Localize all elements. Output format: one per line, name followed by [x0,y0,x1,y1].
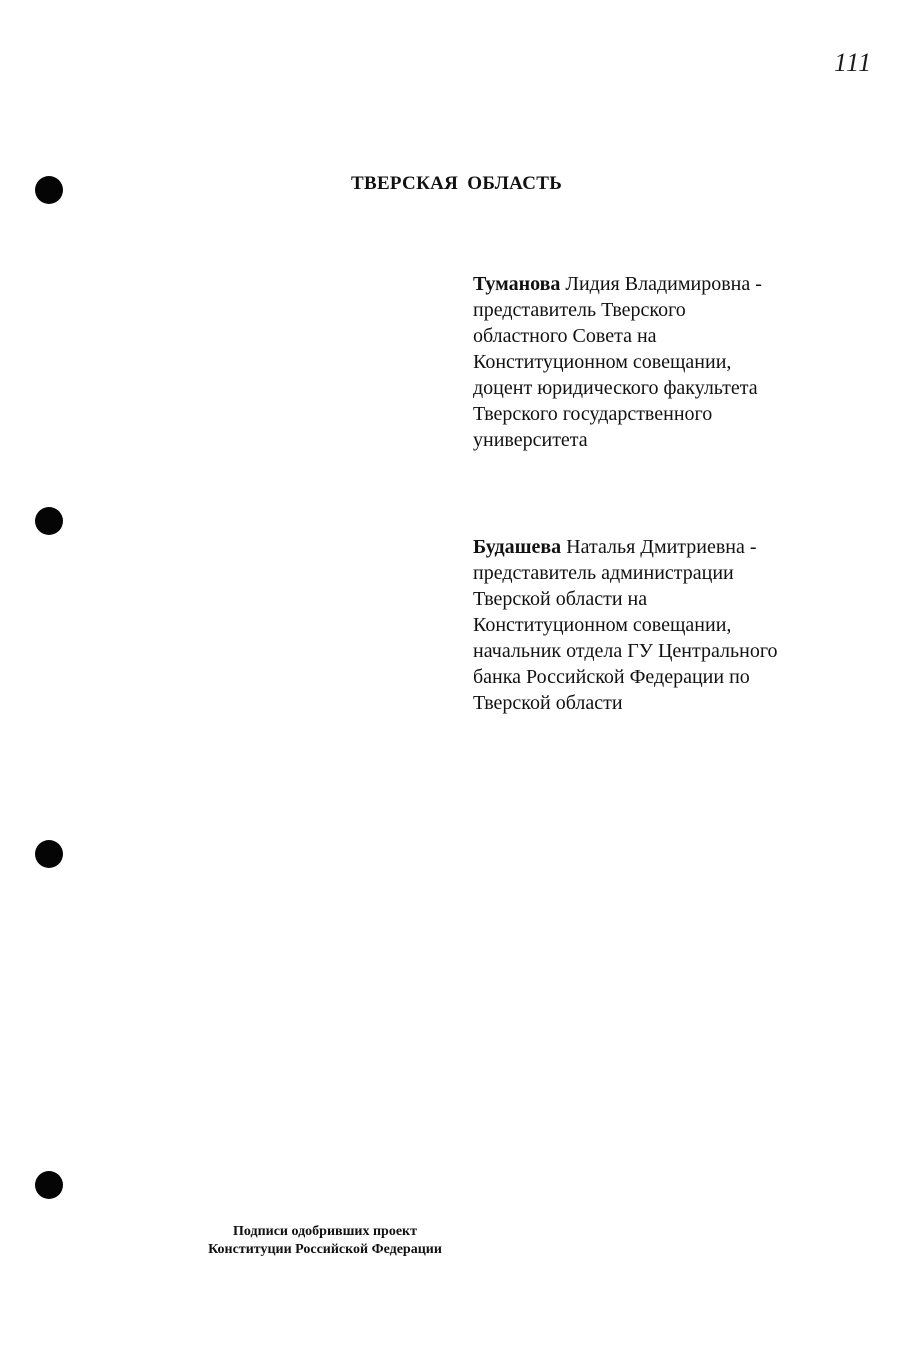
region-title: ТВЕРСКАЯ ОБЛАСТЬ [351,173,563,194]
punch-hole-mark [35,1171,63,1199]
entry-surname: Будашева [473,536,562,558]
entry-given-names: Наталья Дмитриевна - [561,536,757,558]
punch-hole-mark [35,176,63,204]
entry-surname: Туманова [473,273,561,295]
entry-text-line: Тверской области [473,692,623,714]
footer-line: Подписи одобривших проект [233,1224,417,1239]
entry-text-line: областного Совета на [473,325,657,347]
entry-text-line: представитель администрации [473,562,734,584]
footer-note [180,1223,470,1259]
person-entry-budasheva [473,534,863,716]
person-entry-tumanova [473,271,863,453]
entry-name-line [473,534,863,560]
entry-text-line: доцент юридического факультета [473,377,758,399]
punch-hole-mark [35,507,63,535]
entry-text-line: представитель Тверского [473,299,686,321]
footer-line: Конституции Российской Федерации [208,1242,442,1257]
entry-text-line: банка Российской Федерации по [473,666,750,688]
page-number: 111 [834,48,873,77]
entry-text-line: Конституционном совещании, [473,614,732,636]
entry-name-line [473,271,863,297]
entry-given-names: Лидия Владимировна - [560,273,762,295]
punch-hole-mark [35,840,63,868]
entry-text-line: Конституционном совещании, [473,351,732,373]
entry-text-line: Тверской области на [473,588,648,610]
entry-text-line: Тверского государственного [473,403,713,425]
entry-text-line: университета [473,429,588,451]
entry-text-line: начальник отдела ГУ Центрального [473,640,778,662]
